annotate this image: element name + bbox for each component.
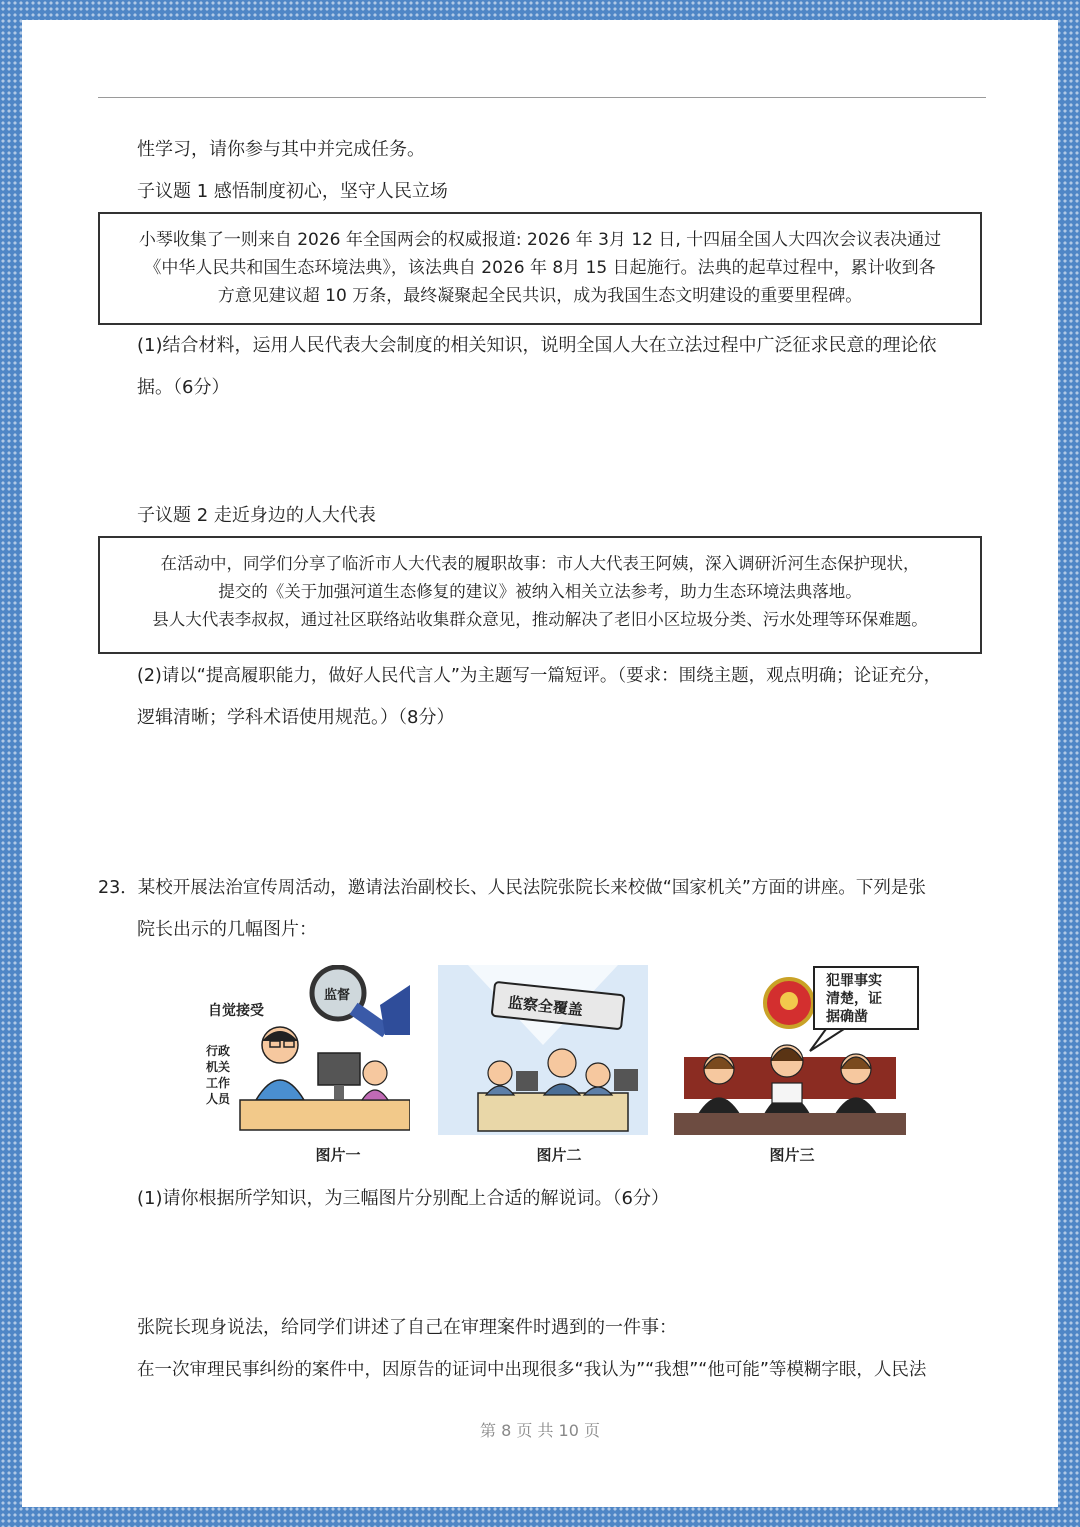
svg-text:清楚，证: 清楚，证 — [826, 991, 882, 1007]
material-1-line: 小琴收集了一则来自 2026 年全国两会的权威报道: 2026 年 3月 12 日, 十四届全国人大四次会议表决通过 — [138, 230, 942, 250]
subtopic-1-title: 子议题 1 感悟制度初心，坚守人民立场 — [137, 181, 448, 202]
question-2-line-2: 逻辑清晰；学科术语使用规范。）（8分） — [137, 707, 455, 728]
header-rule — [98, 97, 986, 98]
question-23-line-2: 院长出示的几幅图片： — [137, 919, 317, 940]
figure-3-caption: 图片三 — [769, 1146, 815, 1164]
intro-line: 性学习，请你参与其中并完成任务。 — [137, 139, 425, 160]
material-2-line: 县人大代表李叔叔，通过社区联络站收集群众意见，推动解决了老旧小区垃圾分类、污水处理等环保难题。 — [152, 610, 928, 629]
question-23-line-1: 23．某校开展法治宣传周活动，邀请法治副校长、人民法院张院长来校做“国家机关”方面的讲座。下列是张 — [98, 878, 926, 898]
figure-2-caption: 图片二 — [536, 1146, 582, 1164]
material-box-1 — [98, 212, 982, 325]
figure-1-caption: 图片一 — [315, 1146, 361, 1164]
material-box-2 — [98, 536, 982, 654]
material-1-line: 《中华人民共和国生态环境法典》，该法典自 2026 年 8月 15 日起施行。法典的起草过程中，累计收到各 — [144, 258, 936, 278]
page-footer: 第 8 页 共 10 页 — [480, 1421, 600, 1440]
figure-3-illustration — [674, 965, 884, 1135]
story-line-2: 在一次审理民事纠纷的案件中，因原告的证词中出现很多“我认为”“我想”“他可能”等模糊字眼，人民法 — [137, 1360, 927, 1380]
svg-text:工作: 工作 — [206, 1076, 231, 1090]
figure-1-illustration — [200, 965, 410, 1135]
exam-page — [22, 20, 1058, 1507]
question-23-1: (1)请你根据所学知识，为三幅图片分别配上合适的解说词。（6分） — [137, 1188, 669, 1209]
figure-2-banner: 监察全覆盖 — [507, 993, 584, 1020]
material-1-line: 方意见建议超 10 万条，最终凝聚起全民共识，成为我国生态文明建设的重要里程碑。 — [217, 286, 863, 306]
svg-text:犯罪事实: 犯罪事实 — [826, 973, 882, 989]
svg-text:据确凿: 据确凿 — [826, 1009, 868, 1025]
svg-text:机关: 机关 — [206, 1060, 231, 1074]
material-2-line: 提交的《关于加强河道生态修复的建议》被纳入相关立法参考，助力生态环境法典落地。 — [218, 582, 862, 601]
question-1-line-1: (1)结合材料，运用人民代表大会制度的相关知识，说明全国人大在立法过程中广泛征求民意的理论依 — [137, 335, 937, 356]
story-line-1: 张院长现身说法，给同学们讲述了自己在审理案件时遇到的一件事： — [137, 1317, 677, 1338]
question-2-line-1: (2)请以“提高履职能力，做好人民代言人”为主题写一篇短评。（要求：围绕主题，观点明确；论证充分， — [137, 666, 942, 686]
question-1-line-2: 据。（6分） — [137, 377, 230, 398]
magnifier-label: 监督 — [324, 988, 351, 1003]
subtopic-2-title: 子议题 2 走近身边的人大代表 — [137, 505, 376, 526]
material-2-line: 在活动中，同学们分享了临沂市人大代表的履职故事：市人大代表王阿姨，深入调研沂河生态保护现状， — [160, 554, 920, 573]
figure-1-top-label: 自觉接受 — [208, 1003, 264, 1019]
svg-text:人员: 人员 — [206, 1092, 231, 1106]
figure-2-illustration — [438, 965, 648, 1135]
svg-text:行政: 行政 — [206, 1044, 231, 1058]
